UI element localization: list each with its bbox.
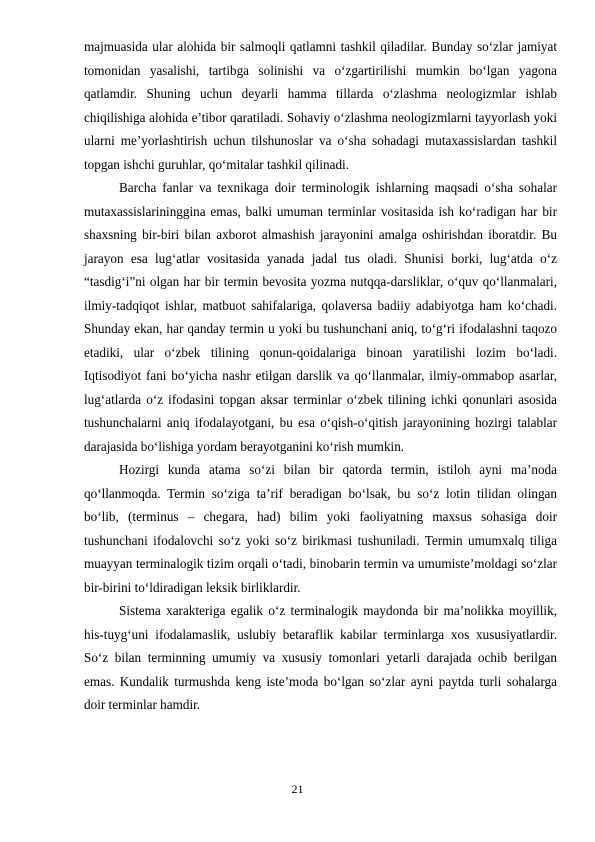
paragraph-terminology-work: Barcha fanlar va texnikaga doir terminologik ishlarning maqsadi o‘sha sohalar mutaxassislarininggina emas, balki umuman terminlar vositasida ish ko‘radigan har bir shaxsning bir-biri bilan axborot almashish jarayonini amalga oshirishdan iboratdir. Bu jarayon esa lug‘atlar vositasida yanada jadal tus oladi. Shunisi borki, lug‘atda o‘z “tasdig‘i”ni olgan har bir termin bevosita yozma nutqqa-darsliklar, o‘quv qo‘llanmalari, ilmiy-tadqiqot ishlar, matbuot sahifalariga, qolaversa badiiy adabiyotga ham ko‘chadi. Shunday ekan, har qanday termin u yoki bu tushunchani aniq, to‘g‘ri ifodalashni taqozo etadiki, ular o‘zbek tilining qonun-qoidalariga binoan yaratilishi lozim bo‘ladi. Iqtisodiyot fani bo‘yicha nashr etilgan darslik va qo‘llanmalar, ilmiy-ommabop asarlar, lug‘atlarda o‘z ifodasini topgan aksar terminlar o‘zbek tilining ichki qonunlari asosida tushunchalarni aniq ifodalayotgani, bu esa o‘qish-o‘qitish jarayonining hozirgi talablar darajasida bo‘lishiga yordam berayotganini ko‘rish mumkin. [84,180,557,454]
document-page [84,35,557,717]
paragraph-continuation: majmuasida ular alohida bir salmoqli qatlamni tashkil qiladilar. Bunday so‘zlar jamiyat tomonidan yasalishi, tartibga solinishi va o‘zgartirilishi mumkin bo‘lgan yagona qatlamdir. Shuning uchun deyarli hamma tillarda o‘zlashma neologizmlar ishlab chiqilishiga alohida e’tibor qaratiladi. Sohaviy o‘zlashma neologizmlarni tayyorlash yoki ularni me’yorlashtirish uchun tilshunoslar va o‘sha sohadagi mutaxassislardan tashkil topgan ishchi guruhlar, qo‘mitalar tashkil qilinadi. [84,39,557,172]
paragraph-term-features: Sistema xarakteriga egalik o‘z terminalogik maydonda bir ma’nolikka moyillik, his-tuyg‘uni ifodalamaslik, uslubiy betaraflik kabilar terminlarga xos xususiyatlardir. So‘z bilan terminning umumiy va xususiy tomonlari yetarli darajada ochib berilgan emas. Kundalik turmushda keng iste’moda bo‘lgan so‘zlar ayni paytda turli sohalarga doir terminlar hamdir. [84,603,557,712]
paragraph-term-definition: Hozirgi kunda atama so‘zi bilan bir qatorda termin, istiloh ayni ma’noda qo‘llanmoqda. Termin so‘ziga ta’rif beradigan bo‘lsak, bu so‘z lotin tilidan olingan bo‘lib, (terminus – chegara, had) bilim yoki faoliyatning maxsus sohasiga doir tushunchani ifodalovchi so‘z yoki so‘z birikmasi tushuniladi. Termin umumxalq tiliga muayyan terminalogik tizim orqali o‘tadi, binobarin termin va umumiste’moldagi so‘zlar bir-birini to‘ldiradigan leksik birliklardir. [84,462,557,595]
page-number: 21 [291,782,304,796]
